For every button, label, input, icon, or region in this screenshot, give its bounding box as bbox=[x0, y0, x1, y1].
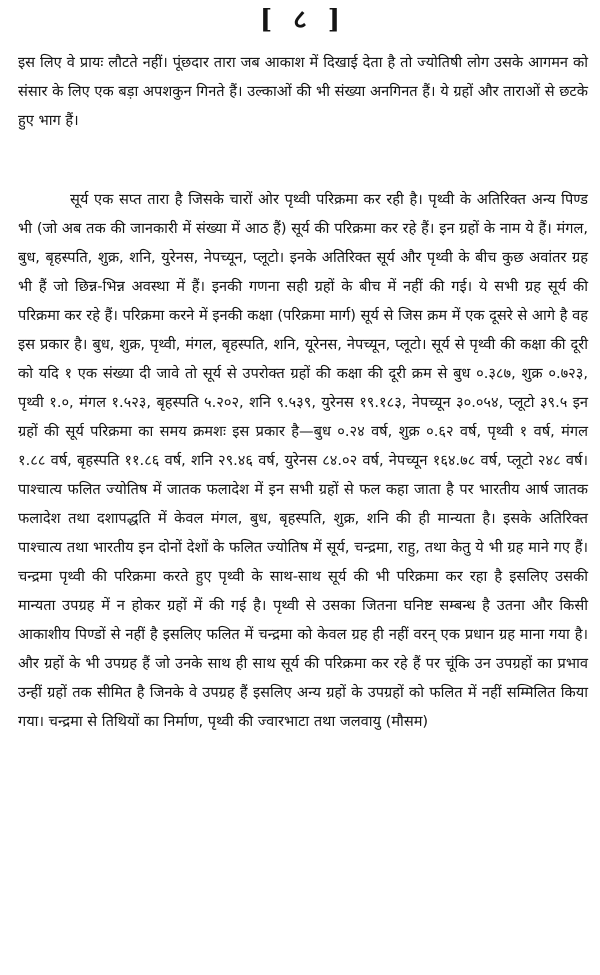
paragraph-solar-system: सूर्य एक सप्त तारा है जिसके चारों ओर पृथ्वी परिक्रमा कर रही है। पृथ्वी के अतिरिक्त अन्य पिण्ड भी (जो अब तक की जानकारी में संख्या में आठ हैं) सूर्य की परिक्रमा कर रहे हैं। इन ग्रहों के नाम ये हैं। मंगल, बुध, बृहस्पति, शुक्र, शनि, युरेनस, नेपच्यून, प्लूटो। इनके अतिरिक्त सूर्य और पृथ्वी के बीच कुछ अवांतर ग्रह भी हैं जो छिन्न-भिन्न अवस्था में हैं। इनकी गणना सही ग्रहों के बीच में नहीं की गई। ये सभी ग्रह सूर्य की परिक्रमा कर रहे हैं। परिक्रमा करने में इनकी कक्षा (परिक्रमा मार्ग) सूर्य से जिस क्रम में एक दूसरे से आगे है वह इस प्रकार है। बुध, शुक्र, पृथ्वी, मंगल, बृहस्पति, शनि, यूरेनस, नेपच्यून, प्लूटो। सूर्य से पृथ्वी की कक्षा की दूरी को यदि १ एक संख्या दी जावे तो सूर्य से उपरोक्त ग्रहों की कक्षा की दूरी क्रम से बुध ०.३८७, शुक्र ०.७२३, पृथ्वी १.०, मंगल १.५२३, बृहस्पति ५.२०२, शनि ९.५३९, युरेनस १९.१८३, नेपच्यून ३०.०५४, प्लूटो ३९.५ इन ग्रहों की सूर्य परिक्रमा का समय क्रमशः इस प्रकार है—बुध ०.२४ वर्ष, शुक्र ०.६२ वर्ष, पृथ्वी १ वर्ष, मंगल १.८८ वर्ष, बृहस्पति ११.८६ वर्ष, शनि २९.४६ वर्ष, युरेनस ८४.०२ वर्ष, नेपच्यून १६४.७८ वर्ष, प्लूटो २४८ वर्ष। पाश्चात्य फलित ज्योतिष में जातक फलादेश में इन सभी ग्रहों से फल कहा जाता है पर भारतीय आर्ष जातक फलादेश तथा दशापद्धति में केवल मंगल, बुध, बृहस्पति, शुक्र, शनि की ही मान्यता है। इसके अतिरिक्त पाश्चात्य तथा भारतीय इन दोनों देशों के फलित ज्योतिष में सूर्य, चन्द्रमा, राहु, तथा केतु ये भी ग्रह माने गए हैं। चन्द्रमा पृथ्वी की परिक्रमा करते हुए पृथ्वी के साथ-साथ सूर्य की भी परिक्रमा कर रहा है इसलिए उसकी मान्यता उपग्रह में न होकर ग्रहों में की गई है। पृथ्वी से उसका जितना घनिष्ट सम्बन्ध है उतना और किसी आकाशीय पिण्डों से नहीं है इसलिए फलित में चन्द्रमा को केवल ग्रह ही नहीं वरन् एक प्रधान ग्रह माना गया है। और ग्रहों के भी उपग्रह हैं जो उनके साथ ही साथ सूर्य की परिक्रमा कर रहे हैं पर चूंकि उन उपग्रहों का प्रभाव उन्हीं ग्रहों तक सीमित है जिनके वे उपग्रह हैं इसलिए अन्य ग्रहों के उपग्रहों को फलित में नहीं सम्मिलित किया गया। चन्द्रमा से तिथियों का निर्माण, पृथ्वी की ज्वारभाटा तथा जलवायु (मौसम) bbox=[18, 191, 588, 730]
page-number: [ ८ ] bbox=[259, 5, 347, 35]
paragraph-comets-meteors: इस लिए वे प्रायः लौटते नहीं। पूंछदार तारा जब आकाश में दिखाई देता है तो ज्योतिषी लोग उसके आगमन को संसार के लिए एक बड़ा अपशकुन गिनते हैं। उल्काओं की भी संख्या अनगिनत हैं। ये ग्रहों और ताराओं से छटके हुए भाग हैं। bbox=[18, 54, 588, 129]
